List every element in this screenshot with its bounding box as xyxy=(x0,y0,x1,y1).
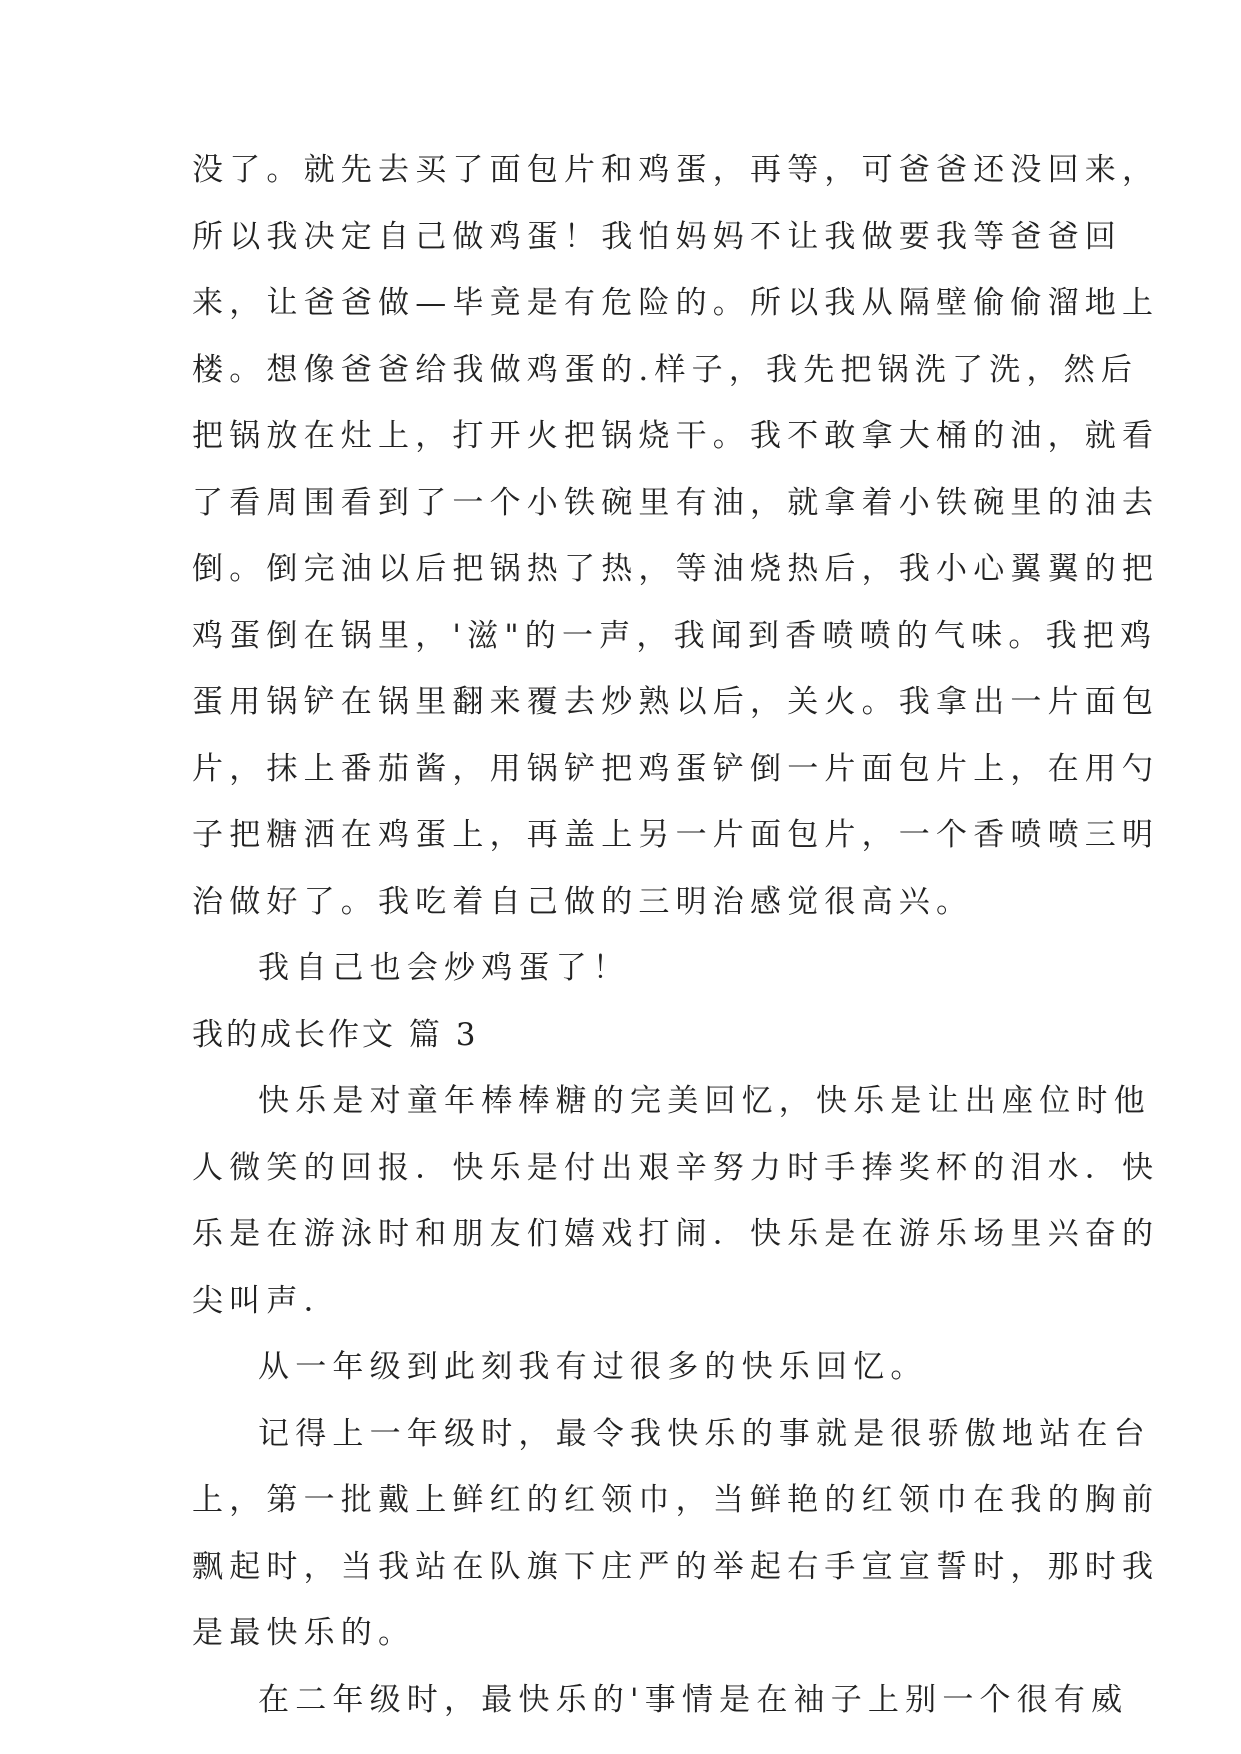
text-line: 蛋用锅铲在锅里翻来覆去炒熟以后，关火。我拿出一片面包 xyxy=(192,684,1160,720)
paragraph-line: 从一年级到此刻我有过很多的快乐回忆。 xyxy=(258,1349,928,1385)
text-line: 人微笑的回报．快乐是付出艰辛努力时手捧奖杯的泪水．快 xyxy=(192,1150,1160,1186)
text-line: 来，让爸爸做—毕竟是有危险的。所以我从隔壁偷偷溜地上 xyxy=(192,285,1160,321)
text-line: 了看周围看到了一个小铁碗里有油，就拿着小铁碗里的油去 xyxy=(192,485,1160,521)
section-heading: 我的成长作文 篇 3 xyxy=(192,1017,479,1053)
text-line: 治做好了。我吃着自己做的三明治感觉很高兴。 xyxy=(192,884,974,920)
paragraph-line: 我自己也会炒鸡蛋了！ xyxy=(258,950,630,986)
text-line: 片，抹上番茄酱，用锅铲把鸡蛋铲倒一片面包片上，在用勺 xyxy=(192,751,1160,787)
text-line: 倒。倒完油以后把锅热了热，等油烧热后，我小心翼翼的把 xyxy=(192,551,1160,587)
text-line: 是最快乐的。 xyxy=(192,1615,416,1651)
text-line: 所以我决定自己做鸡蛋！我怕妈妈不让我做要我等爸爸回 xyxy=(192,219,1122,255)
text-line: 楼。想像爸爸给我做鸡蛋的.样子，我先把锅洗了洗，然后 xyxy=(192,352,1139,388)
text-line: 上，第一批戴上鲜红的红领巾，当鲜艳的红领巾在我的胸前 xyxy=(192,1482,1160,1518)
paragraph-line: 快乐是对童年棒棒糖的完美回忆，快乐是让出座位时他 xyxy=(258,1083,1151,1119)
paragraph-line: 记得上一年级时，最令我快乐的事就是很骄傲地站在台 xyxy=(258,1416,1151,1452)
text-line: 没了。就先去买了面包片和鸡蛋，再等，可爸爸还没回来， xyxy=(192,152,1160,188)
text-line: 乐是在游泳时和朋友们嬉戏打闹．快乐是在游乐场里兴奋的 xyxy=(192,1216,1160,1252)
text-line: 鸡蛋倒在锅里，'滋"的一声，我闻到香喷喷的气味。我把鸡 xyxy=(192,618,1158,654)
text-line: 子把糖洒在鸡蛋上，再盖上另一片面包片，一个香喷喷三明 xyxy=(192,817,1160,853)
text-line: 尖叫声． xyxy=(192,1283,341,1319)
text-line: 飘起时，当我站在队旗下庄严的举起右手宣宣誓时，那时我 xyxy=(192,1549,1160,1585)
text-line: 把锅放在灶上，打开火把锅烧干。我不敢拿大桶的油，就看 xyxy=(192,418,1160,454)
paragraph-line: 在二年级时，最快乐的'事情是在袖子上别一个很有威 xyxy=(258,1682,1129,1718)
